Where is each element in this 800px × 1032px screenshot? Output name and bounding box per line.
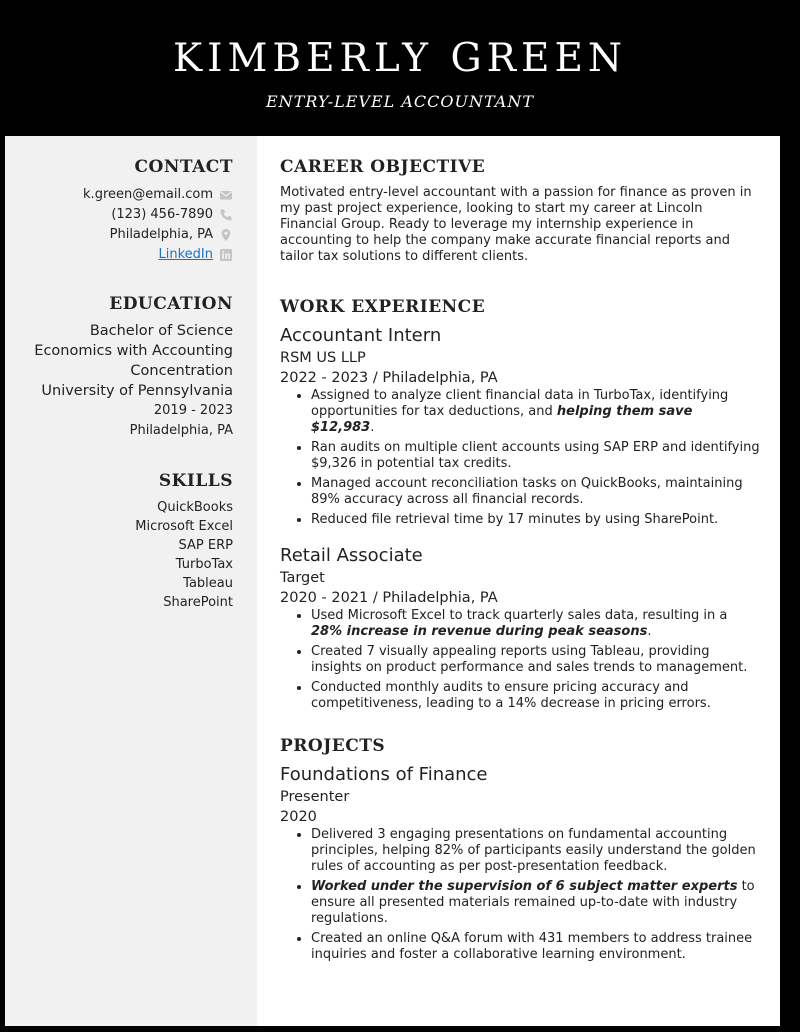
skills-heading: SKILLS bbox=[158, 471, 233, 491]
phone-icon bbox=[219, 208, 233, 222]
objective-heading: CAREER OBJECTIVE bbox=[280, 157, 486, 177]
project-title: Foundations of Finance bbox=[280, 764, 488, 785]
skill-item: SharePoint bbox=[163, 595, 233, 610]
list-item: • Managed account reconciliation tasks on QuickBooks, maintaining 89% accuracy across all financial records. bbox=[311, 476, 760, 508]
list-item bbox=[311, 388, 760, 436]
project-year: 2020 bbox=[280, 809, 317, 825]
candidate-name: KIMBERLY GREEN bbox=[172, 36, 628, 81]
envelope-icon bbox=[219, 188, 233, 202]
candidate-title: ENTRY-LEVEL ACCOUNTANT bbox=[265, 92, 535, 111]
objective-text: Motivated entry-level accountant with a passion for finance as proven in my past project experience, looking to start my career at Lincoln Financial Group. Ready to leverage my internship experience in accounting to help the company make accurate financial reports and tailor tax solutions to different clients. bbox=[280, 185, 752, 264]
bullet-emphasis: helping them save $12,983 bbox=[311, 404, 693, 435]
email-text: k.green@email.com bbox=[83, 187, 213, 202]
job-bullets bbox=[280, 388, 760, 528]
skill-item: TurboTax bbox=[175, 557, 233, 572]
phone-text: (123) 456-7890 bbox=[111, 207, 213, 222]
bullet-emphasis: 28% increase in revenue during peak seasons bbox=[311, 624, 648, 639]
major-line-1: Economics with Accounting bbox=[34, 343, 233, 359]
bullet-emphasis: Worked under the supervision of 6 subject matter experts bbox=[311, 879, 738, 894]
job-bullets bbox=[280, 608, 760, 712]
bullet-text: Used Microsoft Excel to track quarterly sales data, resulting in a bbox=[311, 608, 728, 623]
list-item: • Conducted monthly audits to ensure pricing accuracy and competitiveness, leading to a 14% decrease in pricing errors. bbox=[311, 680, 760, 712]
education-dates: 2019 - 2023 bbox=[153, 403, 233, 418]
education-section bbox=[5, 293, 233, 441]
location-text: Philadelphia, PA bbox=[109, 227, 213, 242]
job-title: Retail Associate bbox=[280, 545, 423, 566]
list-item: • Created an online Q&A forum with 431 members to address trainee inquiries and foster a collaborative learning environment. bbox=[311, 931, 760, 963]
contact-email bbox=[5, 185, 233, 205]
education-location: Philadelphia, PA bbox=[129, 423, 233, 438]
list-item: • Reduced file retrieval time by 17 minutes by using SharePoint. bbox=[311, 512, 760, 528]
job-entry bbox=[280, 324, 760, 528]
contact-section bbox=[5, 156, 233, 265]
skill-item: Microsoft Excel bbox=[135, 519, 233, 534]
bullet-text: Assigned to analyze client financial data in TurboTax, identifying opportunities for tax deductions, and bbox=[311, 388, 729, 419]
bullet-text: . bbox=[370, 420, 375, 435]
skill-item: SAP ERP bbox=[178, 538, 233, 553]
contact-heading: CONTACT bbox=[134, 157, 233, 177]
education-heading: EDUCATION bbox=[109, 294, 233, 314]
experience-section bbox=[280, 296, 760, 716]
degree: Bachelor of Science bbox=[89, 323, 233, 339]
map-pin-icon bbox=[219, 228, 233, 242]
projects-heading: PROJECTS bbox=[280, 736, 386, 756]
list-item bbox=[311, 608, 760, 640]
major-line-2: Concentration bbox=[130, 363, 233, 379]
job-meta: 2020 - 2021 / Philadelphia, PA bbox=[280, 590, 498, 606]
contact-phone bbox=[5, 205, 233, 225]
sidebar bbox=[5, 136, 257, 1026]
experience-heading: WORK EXPERIENCE bbox=[280, 297, 486, 317]
job-entry bbox=[280, 544, 760, 712]
list-item bbox=[311, 879, 760, 927]
bullet-text: to ensure all presented materials remained up-to-date with industry regulations. bbox=[311, 879, 755, 926]
contact-linkedin bbox=[5, 245, 233, 265]
school: University of Pennsylvania bbox=[41, 383, 233, 399]
resume-header bbox=[0, 0, 800, 136]
job-meta: 2022 - 2023 / Philadelphia, PA bbox=[280, 370, 498, 386]
contact-location bbox=[5, 225, 233, 245]
skill-item: Tableau bbox=[183, 576, 233, 591]
objective-section bbox=[280, 156, 760, 265]
projects-section bbox=[280, 735, 760, 967]
list-item: • Created 7 visually appealing reports using Tableau, providing insights on product performance and sales trends to management. bbox=[311, 644, 760, 676]
resume-page bbox=[5, 136, 780, 1026]
project-bullets bbox=[280, 827, 760, 963]
linkedin-link[interactable]: LinkedIn bbox=[158, 247, 213, 262]
skills-section bbox=[5, 470, 233, 612]
list-item: • Ran audits on multiple client accounts using SAP ERP and identifying $9,326 in potential tax credits. bbox=[311, 440, 760, 472]
skill-item: QuickBooks bbox=[157, 500, 233, 515]
job-title: Accountant Intern bbox=[280, 325, 442, 346]
project-role: Presenter bbox=[280, 789, 350, 805]
linkedin-icon bbox=[219, 248, 233, 262]
job-company: RSM US LLP bbox=[280, 350, 366, 366]
job-company: Target bbox=[280, 570, 325, 586]
list-item: • Delivered 3 engaging presentations on fundamental accounting principles, helping 82% of participants easily understand the golden rules of accounting as per post-presentation feedback. bbox=[311, 827, 760, 875]
bullet-text: . bbox=[647, 624, 652, 639]
